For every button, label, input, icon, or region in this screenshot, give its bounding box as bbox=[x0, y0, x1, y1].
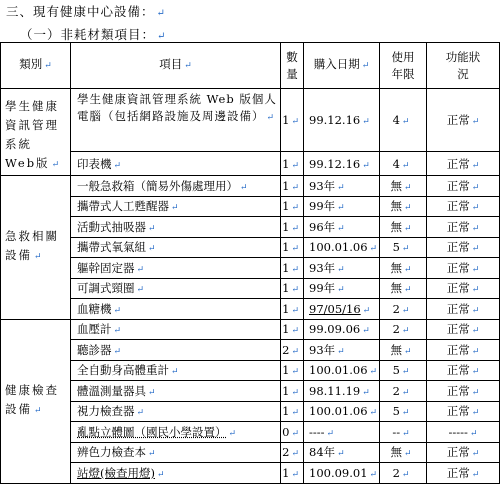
purchase-date-cell: 98.11.19 ↵ bbox=[304, 381, 380, 402]
paragraph-mark-icon: ↵ bbox=[401, 160, 410, 171]
paragraph-mark-icon: ↵ bbox=[34, 252, 42, 263]
category-cell: 學生健康資訊管理系統 Web版 ↵ bbox=[1, 89, 71, 176]
category-cell: 健康檢查設備 ↵ bbox=[1, 319, 71, 483]
paragraph-mark-icon: ↵ bbox=[291, 160, 299, 171]
paragraph-mark-icon: ↵ bbox=[148, 387, 156, 398]
item-cell: 學生健康資訊管理系統 Web 版個人電腦（包括網路設施及周邊設備） ↵ bbox=[71, 89, 281, 152]
paragraph-mark-icon: ↵ bbox=[471, 305, 480, 316]
paragraph-mark-icon: ↵ bbox=[403, 182, 412, 193]
purchase-date-cell: 100.09.01 ↵ bbox=[304, 463, 380, 484]
paragraph-mark-icon: ↵ bbox=[291, 408, 299, 419]
paragraph-mark-icon: ↵ bbox=[113, 305, 122, 316]
quantity-cell: 1 ↵ bbox=[281, 217, 304, 238]
paragraph-mark-icon: ↵ bbox=[136, 264, 145, 275]
purchase-date-cell: 84年 ↵ bbox=[304, 442, 380, 463]
col-header-purchase-date: 購入日期 ↵ bbox=[304, 43, 380, 89]
paragraph-mark-icon: ↵ bbox=[113, 160, 122, 171]
paragraph-mark-icon: ↵ bbox=[34, 406, 42, 416]
paragraph-mark-icon: ↵ bbox=[362, 387, 370, 398]
table-row bbox=[1, 176, 500, 197]
paragraph-mark-icon: ↵ bbox=[471, 244, 480, 255]
item-cell: 全自動身高體重計 ↵ bbox=[71, 360, 281, 381]
function-status-cell: 正常 ↵ bbox=[427, 360, 500, 381]
years-of-use-cell: 2 ↵ bbox=[380, 299, 427, 320]
item-cell: 視力檢查器 ↵ bbox=[71, 401, 281, 422]
paragraph-mark-icon: ↵ bbox=[401, 408, 410, 419]
paragraph-mark-icon: ↵ bbox=[369, 469, 378, 480]
item-cell: 體溫測量器具 ↵ bbox=[71, 381, 281, 402]
purchase-date-cell: 93年 ↵ bbox=[304, 340, 380, 361]
col-header-quantity: 數量 bbox=[281, 43, 304, 89]
table-row bbox=[1, 217, 500, 238]
paragraph-mark-icon: ↵ bbox=[291, 449, 299, 460]
paragraph-mark-icon: ↵ bbox=[171, 367, 179, 378]
paragraph-mark-icon: ↵ bbox=[113, 326, 122, 337]
paragraph-mark-icon: ↵ bbox=[369, 408, 378, 419]
item-cell: 攜帶式氧氣組 ↵ bbox=[71, 237, 281, 258]
paragraph-mark-icon: ↵ bbox=[51, 160, 60, 170]
purchase-date-cell: 99.12.16 ↵ bbox=[304, 89, 380, 152]
paragraph-mark-icon: ↵ bbox=[337, 346, 345, 357]
years-of-use-cell: 2 ↵ bbox=[380, 463, 427, 484]
paragraph-mark-icon: ↵ bbox=[291, 182, 299, 193]
paragraph-mark-icon: ↵ bbox=[291, 117, 299, 128]
table-row bbox=[1, 422, 500, 443]
paragraph-mark-icon: ↵ bbox=[136, 408, 145, 419]
equipment-table bbox=[0, 42, 500, 484]
paragraph-mark-icon: ↵ bbox=[113, 346, 122, 357]
col-header-item: 項目 ↵ bbox=[71, 43, 281, 89]
paragraph-mark-icon: ↵ bbox=[362, 326, 370, 337]
quantity-cell: 1 ↵ bbox=[281, 237, 304, 258]
table-row bbox=[1, 360, 500, 381]
paragraph-mark-icon: ↵ bbox=[148, 449, 156, 460]
paragraph-mark-icon: ↵ bbox=[156, 469, 165, 480]
function-status-cell: 正常 ↵ bbox=[427, 340, 500, 361]
years-of-use-cell: 2 ↵ bbox=[380, 381, 427, 402]
purchase-date-cell: 99.12.16 ↵ bbox=[304, 152, 380, 176]
paragraph-mark-icon: ↵ bbox=[171, 203, 179, 214]
years-of-use-cell: 無 ↵ bbox=[380, 217, 427, 238]
table-row bbox=[1, 442, 500, 463]
table-row bbox=[1, 463, 500, 484]
paragraph-mark-icon: ↵ bbox=[471, 449, 480, 460]
paragraph-mark-icon: ↵ bbox=[148, 223, 156, 234]
table-row bbox=[1, 196, 500, 217]
years-of-use-cell: 無 ↵ bbox=[380, 176, 427, 197]
paragraph-mark-icon: ↵ bbox=[471, 469, 480, 480]
function-status-cell: 正常 ↵ bbox=[427, 217, 500, 238]
subsection-heading: （一）非耗材類項目： ↵ bbox=[20, 27, 166, 42]
quantity-cell: 1 ↵ bbox=[281, 319, 304, 340]
purchase-date-cell: 100.01.06 ↵ bbox=[304, 401, 380, 422]
years-of-use-cell: 無 ↵ bbox=[380, 340, 427, 361]
purchase-date-cell: 99年 ↵ bbox=[304, 278, 380, 299]
paragraph-mark-icon: ↵ bbox=[326, 428, 335, 439]
quantity-cell: 1 ↵ bbox=[281, 89, 304, 152]
function-status-cell: 正常 ↵ bbox=[427, 381, 500, 402]
paragraph-mark-icon: ↵ bbox=[369, 244, 378, 255]
paragraph-mark-icon: ↵ bbox=[291, 305, 299, 316]
paragraph-mark-icon: ↵ bbox=[403, 264, 412, 275]
years-of-use-cell: 無 ↵ bbox=[380, 196, 427, 217]
item-cell: 血糖機 ↵ bbox=[71, 299, 281, 320]
paragraph-mark-icon: ↵ bbox=[401, 244, 410, 255]
table-row bbox=[1, 258, 500, 279]
paragraph-mark-icon: ↵ bbox=[401, 469, 410, 480]
paragraph-mark-icon: ↵ bbox=[471, 203, 480, 214]
quantity-cell: 1 ↵ bbox=[281, 176, 304, 197]
quantity-cell: 1 ↵ bbox=[281, 360, 304, 381]
paragraph-mark-icon: ↵ bbox=[291, 203, 299, 214]
purchase-date-cell: 100.01.06 ↵ bbox=[304, 360, 380, 381]
item-cell: 軀幹固定器 ↵ bbox=[71, 258, 281, 279]
paragraph-mark-icon: ↵ bbox=[337, 285, 345, 296]
paragraph-mark-icon: ↵ bbox=[469, 428, 478, 439]
paragraph-mark-icon: ↵ bbox=[291, 244, 299, 255]
function-status-cell: 正常 ↵ bbox=[427, 89, 500, 152]
function-status-cell: 正常 ↵ bbox=[427, 401, 500, 422]
paragraph-mark-icon: ↵ bbox=[291, 367, 299, 378]
function-status-cell: 正常 ↵ bbox=[427, 258, 500, 279]
item-cell: 活動式抽吸器 ↵ bbox=[71, 217, 281, 238]
item-cell: 印表機 ↵ bbox=[71, 152, 281, 176]
quantity-cell: 2 ↵ bbox=[281, 442, 304, 463]
paragraph-mark-icon: ↵ bbox=[403, 449, 412, 460]
item-cell: 攜帶式人工甦醒器 ↵ bbox=[71, 196, 281, 217]
paragraph-mark-icon: ↵ bbox=[291, 285, 299, 296]
quantity-cell: 0 ↵ bbox=[281, 422, 304, 443]
paragraph-mark-icon: ↵ bbox=[403, 203, 412, 214]
paragraph-mark-icon: ↵ bbox=[362, 305, 371, 316]
purchase-date-cell: 96年 ↵ bbox=[304, 217, 380, 238]
paragraph-mark-icon: ↵ bbox=[337, 264, 345, 275]
purchase-date-cell: 93年 ↵ bbox=[304, 258, 380, 279]
years-of-use-cell: 5 ↵ bbox=[380, 401, 427, 422]
years-of-use-cell: 無 ↵ bbox=[380, 442, 427, 463]
paragraph-mark-icon: ↵ bbox=[471, 346, 480, 357]
paragraph-mark-icon: ↵ bbox=[337, 223, 345, 234]
function-status-cell: ----- ↵ bbox=[427, 422, 500, 443]
paragraph-mark-icon: ↵ bbox=[401, 367, 410, 378]
paragraph-mark-icon: ↵ bbox=[337, 203, 345, 214]
item-cell: 辨色力檢查本 ↵ bbox=[71, 442, 281, 463]
paragraph-mark-icon: ↵ bbox=[403, 285, 412, 296]
item-cell: 血壓計 ↵ bbox=[71, 319, 281, 340]
function-status-cell: 正常 ↵ bbox=[427, 176, 500, 197]
table-row bbox=[1, 299, 500, 320]
quantity-cell: 1 ↵ bbox=[281, 463, 304, 484]
paragraph-mark-icon: ↵ bbox=[401, 117, 410, 128]
years-of-use-cell: 5 ↵ bbox=[380, 360, 427, 381]
paragraph-mark-icon: ↵ bbox=[403, 223, 412, 234]
table-row bbox=[1, 381, 500, 402]
paragraph-mark-icon: ↵ bbox=[337, 182, 345, 193]
years-of-use-cell: 4 ↵ bbox=[380, 152, 427, 176]
paragraph-mark-icon: ↵ bbox=[471, 326, 480, 337]
paragraph-mark-icon: ↵ bbox=[266, 113, 275, 123]
item-cell: 可調式頸圈 ↵ bbox=[71, 278, 281, 299]
paragraph-mark-icon: ↵ bbox=[291, 387, 299, 398]
purchase-date-cell: 99.09.06 ↵ bbox=[304, 319, 380, 340]
paragraph-mark-icon: ↵ bbox=[471, 285, 480, 296]
paragraph-mark-icon: ↵ bbox=[291, 264, 299, 275]
function-status-cell: 正常 ↵ bbox=[427, 237, 500, 258]
item-cell: 站燈(檢查用燈) ↵ bbox=[71, 463, 281, 484]
purchase-date-cell: 97/05/16 ↵ bbox=[304, 299, 380, 320]
table-row bbox=[1, 152, 500, 176]
col-header-years-of-use: 使用年限 bbox=[380, 43, 427, 89]
section-heading: 三、現有健康中心設備： ↵ bbox=[6, 4, 165, 19]
quantity-cell: 1 ↵ bbox=[281, 278, 304, 299]
col-header-category: 類別 ↵ bbox=[1, 43, 71, 89]
paragraph-mark-icon: ↵ bbox=[136, 285, 145, 296]
paragraph-mark-icon: ↵ bbox=[401, 305, 410, 316]
years-of-use-cell: 無 ↵ bbox=[380, 258, 427, 279]
function-status-cell: 正常 ↵ bbox=[427, 278, 500, 299]
years-of-use-cell: -- ↵ bbox=[380, 422, 427, 443]
quantity-cell: 1 ↵ bbox=[281, 152, 304, 176]
years-of-use-cell: 無 ↵ bbox=[380, 278, 427, 299]
paragraph-mark-icon: ↵ bbox=[362, 117, 370, 128]
purchase-date-cell: 100.01.06 ↵ bbox=[304, 237, 380, 258]
paragraph-mark-icon: ↵ bbox=[291, 326, 299, 337]
paragraph-mark-icon: ↵ bbox=[369, 367, 378, 378]
item-cell: 一般急救箱（簡易外傷處理用） ↵ bbox=[71, 176, 281, 197]
function-status-cell: 正常 ↵ bbox=[427, 463, 500, 484]
paragraph-mark-icon: ↵ bbox=[471, 264, 480, 275]
quantity-cell: 1 ↵ bbox=[281, 258, 304, 279]
purchase-date-cell: 93年 ↵ bbox=[304, 176, 380, 197]
table-row bbox=[1, 278, 500, 299]
paragraph-mark-icon: ↵ bbox=[471, 367, 480, 378]
paragraph-mark-icon: ↵ bbox=[471, 387, 480, 398]
years-of-use-cell: 2 ↵ bbox=[380, 319, 427, 340]
paragraph-mark-icon: ↵ bbox=[401, 326, 410, 337]
table-body bbox=[1, 89, 500, 484]
table-row bbox=[1, 237, 500, 258]
table-row bbox=[1, 319, 500, 340]
table-row bbox=[1, 89, 500, 152]
table-row bbox=[1, 340, 500, 361]
quantity-cell: 1 ↵ bbox=[281, 196, 304, 217]
paragraph-mark-icon: ↵ bbox=[228, 428, 237, 439]
paragraph-mark-icon: ↵ bbox=[403, 346, 412, 357]
paragraph-mark-icon: ↵ bbox=[471, 182, 480, 193]
paragraph-mark-icon: ↵ bbox=[291, 469, 299, 480]
category-cell: 急救相關設備 ↵ bbox=[1, 176, 71, 320]
paragraph-mark-icon: ↵ bbox=[291, 346, 299, 357]
paragraph-mark-icon: ↵ bbox=[337, 449, 345, 460]
table-header bbox=[1, 43, 500, 89]
paragraph-mark-icon: ↵ bbox=[401, 387, 410, 398]
quantity-cell: 1 ↵ bbox=[281, 299, 304, 320]
function-status-cell: 正常 ↵ bbox=[427, 152, 500, 176]
purchase-date-cell: ---- ↵ bbox=[304, 422, 380, 443]
years-of-use-cell: 4 ↵ bbox=[380, 89, 427, 152]
paragraph-mark-icon: ↵ bbox=[148, 244, 156, 255]
quantity-cell: 2 ↵ bbox=[281, 340, 304, 361]
paragraph-mark-icon: ↵ bbox=[240, 182, 248, 193]
quantity-cell: 1 ↵ bbox=[281, 401, 304, 422]
function-status-cell: 正常 ↵ bbox=[427, 442, 500, 463]
paragraph-mark-icon: ↵ bbox=[471, 160, 480, 171]
paragraph-mark-icon: ↵ bbox=[471, 117, 480, 128]
years-of-use-cell: 5 ↵ bbox=[380, 237, 427, 258]
function-status-cell: 正常 ↵ bbox=[427, 196, 500, 217]
paragraph-mark-icon: ↵ bbox=[291, 428, 299, 439]
paragraph-mark-icon: ↵ bbox=[291, 223, 299, 234]
table-row bbox=[1, 401, 500, 422]
quantity-cell: 1 ↵ bbox=[281, 381, 304, 402]
paragraph-mark-icon: ↵ bbox=[471, 223, 480, 234]
item-cell: 亂點立體圖（國民小學設置） ↵ bbox=[71, 422, 281, 443]
col-header-function-status: 功能狀況 bbox=[427, 43, 500, 89]
item-cell: 聽診器 ↵ bbox=[71, 340, 281, 361]
function-status-cell: 正常 ↵ bbox=[427, 319, 500, 340]
paragraph-mark-icon: ↵ bbox=[471, 408, 480, 419]
paragraph-mark-icon: ↵ bbox=[362, 160, 370, 171]
purchase-date-cell: 99年 ↵ bbox=[304, 196, 380, 217]
paragraph-mark-icon: ↵ bbox=[402, 428, 410, 439]
function-status-cell: 正常 ↵ bbox=[427, 299, 500, 320]
